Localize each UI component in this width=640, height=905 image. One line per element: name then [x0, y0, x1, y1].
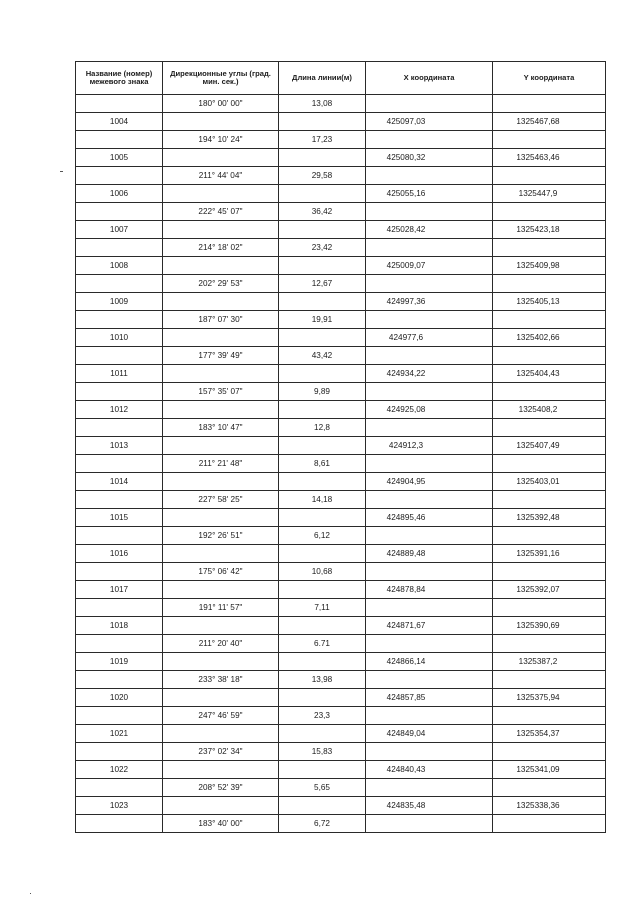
- header-direction-angle: Дирекционные углы (град. мин. сек.): [163, 62, 279, 95]
- x-coordinate-cell: 425080,32: [366, 149, 493, 167]
- y-coordinate-cell: 1325407,49: [493, 437, 606, 455]
- y-coordinate-cell: 1325387,2: [493, 653, 606, 671]
- marker-name-cell: [76, 383, 163, 401]
- line-length-cell: [279, 653, 366, 671]
- direction-angle-cell: 211° 21' 48": [163, 455, 279, 473]
- line-length-cell: [279, 437, 366, 455]
- direction-angle-cell: 194° 10' 24": [163, 131, 279, 149]
- y-coordinate-cell: 1325408,2: [493, 401, 606, 419]
- x-coordinate-cell: [366, 671, 493, 689]
- direction-angle-cell: [163, 617, 279, 635]
- direction-angle-cell: [163, 149, 279, 167]
- table-row-marker: [76, 329, 606, 347]
- direction-angle-cell: 177° 39' 49": [163, 347, 279, 365]
- table-row-marker: [76, 725, 606, 743]
- y-coordinate-cell: [493, 671, 606, 689]
- line-length-cell: 15,83: [279, 743, 366, 761]
- table-row-marker: [76, 401, 606, 419]
- line-length-cell: [279, 401, 366, 419]
- y-coordinate-cell: 1325423,18: [493, 221, 606, 239]
- table-row-segment: [76, 311, 606, 329]
- table-row-segment: [76, 599, 606, 617]
- table-row-marker: [76, 509, 606, 527]
- direction-angle-cell: [163, 293, 279, 311]
- x-coordinate-cell: [366, 563, 493, 581]
- line-length-cell: [279, 509, 366, 527]
- x-coordinate-cell: 425055,16: [366, 185, 493, 203]
- marker-name-cell: 1014: [76, 473, 163, 491]
- line-length-cell: [279, 221, 366, 239]
- direction-angle-cell: 214° 18' 02": [163, 239, 279, 257]
- header-row: [76, 62, 606, 95]
- direction-angle-cell: 175° 06' 42": [163, 563, 279, 581]
- y-coordinate-cell: [493, 455, 606, 473]
- marker-name-cell: 1016: [76, 545, 163, 563]
- y-coordinate-cell: [493, 599, 606, 617]
- marker-name-cell: 1021: [76, 725, 163, 743]
- marker-name-cell: 1020: [76, 689, 163, 707]
- x-coordinate-cell: [366, 707, 493, 725]
- marker-name-cell: 1010: [76, 329, 163, 347]
- line-length-cell: [279, 545, 366, 563]
- line-length-cell: [279, 293, 366, 311]
- x-coordinate-cell: 424895,46: [366, 509, 493, 527]
- table-row-marker: [76, 149, 606, 167]
- direction-angle-cell: [163, 185, 279, 203]
- line-length-cell: 13,98: [279, 671, 366, 689]
- direction-angle-cell: 237° 02' 34": [163, 743, 279, 761]
- table-row-marker: [76, 365, 606, 383]
- y-coordinate-cell: 1325390,69: [493, 617, 606, 635]
- x-coordinate-cell: 424866,14: [366, 653, 493, 671]
- x-coordinate-cell: [366, 203, 493, 221]
- x-coordinate-cell: [366, 419, 493, 437]
- x-coordinate-cell: [366, 743, 493, 761]
- direction-angle-cell: 187° 07' 30": [163, 311, 279, 329]
- y-coordinate-cell: 1325447,9: [493, 185, 606, 203]
- y-coordinate-cell: [493, 239, 606, 257]
- y-coordinate-cell: [493, 491, 606, 509]
- x-coordinate-cell: [366, 131, 493, 149]
- y-coordinate-cell: 1325403,01: [493, 473, 606, 491]
- table-row-segment: [76, 239, 606, 257]
- direction-angle-cell: [163, 797, 279, 815]
- table-row-segment: [76, 347, 606, 365]
- table-row-marker: [76, 689, 606, 707]
- marker-name-cell: 1005: [76, 149, 163, 167]
- boundary-coordinates-table: [75, 61, 606, 833]
- line-length-cell: [279, 149, 366, 167]
- header-y-coordinate: Y координата: [493, 62, 606, 95]
- table-row-marker: [76, 761, 606, 779]
- x-coordinate-cell: [366, 527, 493, 545]
- marker-name-cell: [76, 239, 163, 257]
- direction-angle-cell: 180° 00' 00": [163, 95, 279, 113]
- y-coordinate-cell: [493, 779, 606, 797]
- line-length-cell: 14,18: [279, 491, 366, 509]
- table-row-marker: [76, 653, 606, 671]
- x-coordinate-cell: [366, 635, 493, 653]
- table-row-segment: [76, 455, 606, 473]
- y-coordinate-cell: [493, 347, 606, 365]
- table-row-marker: [76, 293, 606, 311]
- y-coordinate-cell: [493, 383, 606, 401]
- line-length-cell: 43,42: [279, 347, 366, 365]
- scan-speck: [30, 893, 31, 894]
- direction-angle-cell: [163, 725, 279, 743]
- marker-name-cell: [76, 311, 163, 329]
- line-length-cell: 12,8: [279, 419, 366, 437]
- table-row-segment: [76, 635, 606, 653]
- x-coordinate-cell: 424977,6: [366, 329, 493, 347]
- x-coordinate-cell: [366, 779, 493, 797]
- marker-name-cell: 1006: [76, 185, 163, 203]
- x-coordinate-cell: [366, 95, 493, 113]
- marker-name-cell: [76, 131, 163, 149]
- x-coordinate-cell: 424857,85: [366, 689, 493, 707]
- direction-angle-cell: [163, 689, 279, 707]
- direction-angle-cell: [163, 581, 279, 599]
- marker-name-cell: 1017: [76, 581, 163, 599]
- table-row-segment: [76, 743, 606, 761]
- line-length-cell: 23,42: [279, 239, 366, 257]
- marker-name-cell: [76, 347, 163, 365]
- y-coordinate-cell: [493, 311, 606, 329]
- marker-name-cell: [76, 635, 163, 653]
- marker-name-cell: 1015: [76, 509, 163, 527]
- table-row-marker: [76, 221, 606, 239]
- marker-name-cell: [76, 779, 163, 797]
- line-length-cell: 17,23: [279, 131, 366, 149]
- x-coordinate-cell: 424871,67: [366, 617, 493, 635]
- y-coordinate-cell: [493, 203, 606, 221]
- direction-angle-cell: [163, 221, 279, 239]
- table-header: [76, 62, 606, 95]
- marker-name-cell: [76, 815, 163, 833]
- marker-name-cell: 1012: [76, 401, 163, 419]
- direction-angle-cell: [163, 761, 279, 779]
- line-length-cell: 9,89: [279, 383, 366, 401]
- y-coordinate-cell: [493, 635, 606, 653]
- direction-angle-cell: 192° 26' 51": [163, 527, 279, 545]
- marker-name-cell: 1018: [76, 617, 163, 635]
- x-coordinate-cell: 425028,42: [366, 221, 493, 239]
- line-length-cell: [279, 581, 366, 599]
- direction-angle-cell: [163, 545, 279, 563]
- x-coordinate-cell: [366, 815, 493, 833]
- direction-angle-cell: 247° 46' 59": [163, 707, 279, 725]
- line-length-cell: 6.71: [279, 635, 366, 653]
- y-coordinate-cell: [493, 95, 606, 113]
- marker-name-cell: 1022: [76, 761, 163, 779]
- direction-angle-cell: 157° 35' 07": [163, 383, 279, 401]
- table-row-segment: [76, 563, 606, 581]
- line-length-cell: 36,42: [279, 203, 366, 221]
- line-length-cell: 12,67: [279, 275, 366, 293]
- direction-angle-cell: [163, 473, 279, 491]
- marker-name-cell: 1013: [76, 437, 163, 455]
- table-row-marker: [76, 617, 606, 635]
- line-length-cell: [279, 365, 366, 383]
- direction-angle-cell: [163, 329, 279, 347]
- table-row-segment: [76, 527, 606, 545]
- x-coordinate-cell: 424840,43: [366, 761, 493, 779]
- direction-angle-cell: 227° 58' 25": [163, 491, 279, 509]
- y-coordinate-cell: 1325402,66: [493, 329, 606, 347]
- table-row-segment: [76, 671, 606, 689]
- line-length-cell: 6,12: [279, 527, 366, 545]
- y-coordinate-cell: 1325391,16: [493, 545, 606, 563]
- y-coordinate-cell: [493, 527, 606, 545]
- y-coordinate-cell: [493, 131, 606, 149]
- line-length-cell: [279, 725, 366, 743]
- x-coordinate-cell: [366, 455, 493, 473]
- x-coordinate-cell: [366, 239, 493, 257]
- table-row-marker: [76, 257, 606, 275]
- table-row-segment: [76, 131, 606, 149]
- x-coordinate-cell: 424904,95: [366, 473, 493, 491]
- y-coordinate-cell: 1325354,37: [493, 725, 606, 743]
- direction-angle-cell: [163, 113, 279, 131]
- x-coordinate-cell: 424889,48: [366, 545, 493, 563]
- line-length-cell: [279, 473, 366, 491]
- line-length-cell: 6,72: [279, 815, 366, 833]
- x-coordinate-cell: 425097,03: [366, 113, 493, 131]
- marker-name-cell: [76, 599, 163, 617]
- line-length-cell: 5,65: [279, 779, 366, 797]
- marker-name-cell: 1011: [76, 365, 163, 383]
- y-coordinate-cell: 1325338,36: [493, 797, 606, 815]
- y-coordinate-cell: [493, 563, 606, 581]
- marker-name-cell: 1007: [76, 221, 163, 239]
- marker-name-cell: [76, 203, 163, 221]
- y-coordinate-cell: 1325409,98: [493, 257, 606, 275]
- table-row-segment: [76, 167, 606, 185]
- x-coordinate-cell: [366, 311, 493, 329]
- table-row-segment: [76, 275, 606, 293]
- marker-name-cell: 1023: [76, 797, 163, 815]
- x-coordinate-cell: 424849,04: [366, 725, 493, 743]
- table-row-segment: [76, 95, 606, 113]
- marker-name-cell: [76, 671, 163, 689]
- direction-angle-cell: 222° 45' 07": [163, 203, 279, 221]
- line-length-cell: 29,58: [279, 167, 366, 185]
- line-length-cell: [279, 617, 366, 635]
- table-row-marker: [76, 185, 606, 203]
- direction-angle-cell: [163, 365, 279, 383]
- table-row-marker: [76, 545, 606, 563]
- line-length-cell: 23,3: [279, 707, 366, 725]
- table-row-segment: [76, 491, 606, 509]
- direction-angle-cell: [163, 401, 279, 419]
- line-length-cell: 10,68: [279, 563, 366, 581]
- header-x-coordinate: X координата: [366, 62, 493, 95]
- marker-name-cell: [76, 419, 163, 437]
- y-coordinate-cell: [493, 815, 606, 833]
- marker-name-cell: [76, 491, 163, 509]
- direction-angle-cell: 208° 52' 39": [163, 779, 279, 797]
- x-coordinate-cell: [366, 383, 493, 401]
- x-coordinate-cell: [366, 347, 493, 365]
- y-coordinate-cell: [493, 707, 606, 725]
- marker-name-cell: 1008: [76, 257, 163, 275]
- line-length-cell: [279, 329, 366, 347]
- table-row-marker: [76, 581, 606, 599]
- direction-angle-cell: 233° 38' 18": [163, 671, 279, 689]
- table-row-marker: [76, 797, 606, 815]
- marker-name-cell: [76, 707, 163, 725]
- y-coordinate-cell: 1325467,68: [493, 113, 606, 131]
- line-length-cell: 13,08: [279, 95, 366, 113]
- y-coordinate-cell: 1325392,48: [493, 509, 606, 527]
- table-row-segment: [76, 203, 606, 221]
- marker-name-cell: [76, 95, 163, 113]
- direction-angle-cell: 183° 40' 00": [163, 815, 279, 833]
- x-coordinate-cell: 424835,48: [366, 797, 493, 815]
- y-coordinate-cell: 1325463,46: [493, 149, 606, 167]
- direction-angle-cell: [163, 653, 279, 671]
- line-length-cell: 7,11: [279, 599, 366, 617]
- y-coordinate-cell: [493, 419, 606, 437]
- direction-angle-cell: [163, 509, 279, 527]
- x-coordinate-cell: 424878,84: [366, 581, 493, 599]
- marker-name-cell: [76, 455, 163, 473]
- y-coordinate-cell: 1325392,07: [493, 581, 606, 599]
- x-coordinate-cell: 425009,07: [366, 257, 493, 275]
- y-coordinate-cell: 1325405,13: [493, 293, 606, 311]
- header-marker-name: Название (номер) межевого знака: [76, 62, 163, 95]
- marker-name-cell: 1009: [76, 293, 163, 311]
- line-length-cell: [279, 797, 366, 815]
- marker-name-cell: 1004: [76, 113, 163, 131]
- y-coordinate-cell: [493, 167, 606, 185]
- x-coordinate-cell: [366, 599, 493, 617]
- table-body: [76, 95, 606, 833]
- marker-name-cell: [76, 167, 163, 185]
- direction-angle-cell: [163, 257, 279, 275]
- line-length-cell: [279, 761, 366, 779]
- table-row-segment: [76, 779, 606, 797]
- direction-angle-cell: [163, 437, 279, 455]
- table-row-segment: [76, 419, 606, 437]
- y-coordinate-cell: 1325375,94: [493, 689, 606, 707]
- direction-angle-cell: 191° 11' 57": [163, 599, 279, 617]
- direction-angle-cell: 183° 10' 47": [163, 419, 279, 437]
- direction-angle-cell: 202° 29' 53": [163, 275, 279, 293]
- marker-name-cell: [76, 563, 163, 581]
- table-row-segment: [76, 707, 606, 725]
- x-coordinate-cell: [366, 167, 493, 185]
- marker-name-cell: [76, 527, 163, 545]
- x-coordinate-cell: 424912,3: [366, 437, 493, 455]
- x-coordinate-cell: 424934,22: [366, 365, 493, 383]
- x-coordinate-cell: 424997,36: [366, 293, 493, 311]
- x-coordinate-cell: [366, 491, 493, 509]
- line-length-cell: 8,61: [279, 455, 366, 473]
- table-row-marker: [76, 437, 606, 455]
- y-coordinate-cell: 1325404,43: [493, 365, 606, 383]
- marker-name-cell: [76, 743, 163, 761]
- line-length-cell: [279, 185, 366, 203]
- marker-name-cell: [76, 275, 163, 293]
- line-length-cell: 19,91: [279, 311, 366, 329]
- x-coordinate-cell: [366, 275, 493, 293]
- line-length-cell: [279, 257, 366, 275]
- x-coordinate-cell: 424925,08: [366, 401, 493, 419]
- table-row-marker: [76, 113, 606, 131]
- direction-angle-cell: 211° 44' 04": [163, 167, 279, 185]
- table-row-segment: [76, 815, 606, 833]
- y-coordinate-cell: 1325341,09: [493, 761, 606, 779]
- marker-name-cell: 1019: [76, 653, 163, 671]
- y-coordinate-cell: [493, 743, 606, 761]
- table-row-marker: [76, 473, 606, 491]
- line-length-cell: [279, 113, 366, 131]
- scan-speck: [60, 171, 63, 172]
- line-length-cell: [279, 689, 366, 707]
- table-row-segment: [76, 383, 606, 401]
- y-coordinate-cell: [493, 275, 606, 293]
- header-line-length: Длина линии(м): [279, 62, 366, 95]
- direction-angle-cell: 211° 20' 40": [163, 635, 279, 653]
